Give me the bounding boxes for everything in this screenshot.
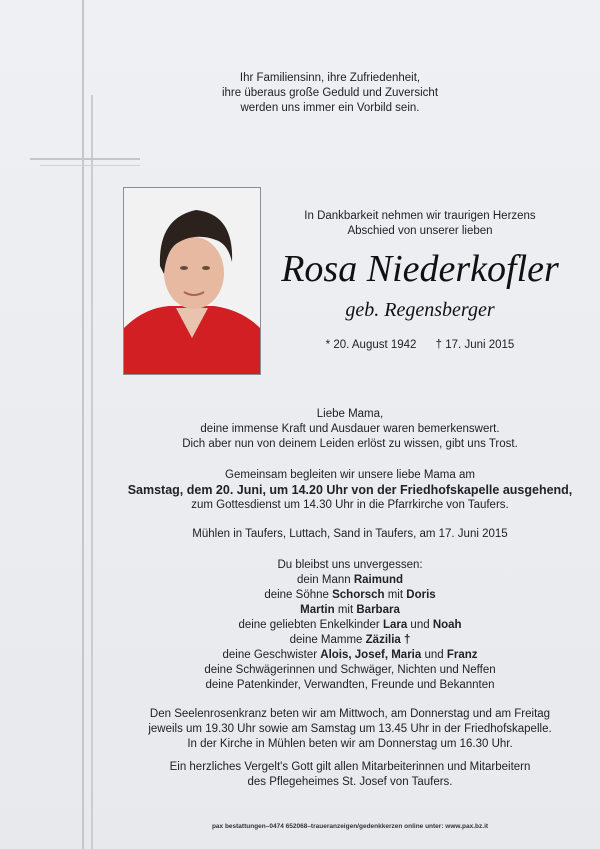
cross-vertical-line-shadow [91, 95, 93, 849]
portrait-photo [123, 187, 261, 375]
deceased-name: Rosa Niederkofler [281, 248, 559, 290]
funeral-info: Gemeinsam begleiten wir unsere liebe Mama am Samstag, dem 20. Juni, um 14.20 Uhr von der Friedhofskapelle ausgehend, zum Gottesdienst um 14.30 Uhr in die Pfarrkirche von Taufers. [127, 469, 573, 511]
birth-date: * 20. August 1942 [325, 339, 417, 351]
motto: Ihr Familiensinn, ihre Zufriedenheit, ihre überaus große Geduld und Zuversicht werden uns immer ein Vorbild sein. [221, 72, 439, 114]
footer-credit: pax bestattungen–0474 652068–traueranzeigen/gedenkkerzen online unter: www.pax.bz.it [211, 823, 489, 830]
place-and-date: Mühlen in Taufers, Luttach, Sand in Taufers, am 17. Juni 2015 [192, 528, 508, 540]
personal-message: Liebe Mama, deine immense Kraft und Ausdauer waren bemerkenswert. Dich aber nun von deinem Leiden erlöst zu wissen, gibt uns Trost. [182, 408, 518, 450]
family-list: Du bleibst uns unvergessen: dein Mann Raimund deine Söhne Schorsch mit Doris Martin mit Barbara deine geliebten Enkelkinder Lara und Noah deine Mamme Zäzilia † deine Geschwister Alois, Josef, Maria und Franz deine Schwägerinnen und Schwäger, Nichten und Neffen deine Patenkinder, Verwandten, Freunde und Bekannten [100, 558, 600, 693]
family-siblings: deine Geschwister Alois, Josef, Maria und Franz [222, 649, 478, 661]
cross-vertical-line [82, 0, 84, 849]
family-mother: deine Mamme Zäzilia † [289, 634, 411, 646]
maiden-name: geb. Regensberger [345, 299, 495, 321]
family-grandchildren: deine geliebten Enkelkinder Lara und Noah [238, 619, 462, 631]
rosary-info: Den Seelenrosenkranz beten wir am Mittwoch, am Donnerstag und am Freitag jeweils um 19.30 Uhr sowie am Samstag um 13.45 Uhr in der Friedhofskapelle. In der Kirche in Mühlen beten wir am Donnerstag um 16.30 Uhr. [148, 708, 552, 750]
life-dates [270, 339, 570, 351]
death-date: † 17. Juni 2015 [435, 339, 515, 351]
family-sons: deine Söhne Schorsch mit Doris [264, 589, 436, 601]
family-son2: Martin mit Barbara [300, 604, 400, 616]
cross-horizontal-line-shadow [40, 165, 140, 166]
family-husband: dein Mann Raimund [296, 574, 404, 586]
thanks-note: Ein herzliches Vergelt's Gott gilt allen Mitarbeiterinnen und Mitarbeitern des Pflegeheimes St. Josef von Taufers. [169, 761, 531, 788]
cross-horizontal-line [30, 158, 140, 160]
farewell-intro: In Dankbarkeit nehmen wir traurigen Herzens Abschied von unserer lieben [304, 210, 536, 237]
